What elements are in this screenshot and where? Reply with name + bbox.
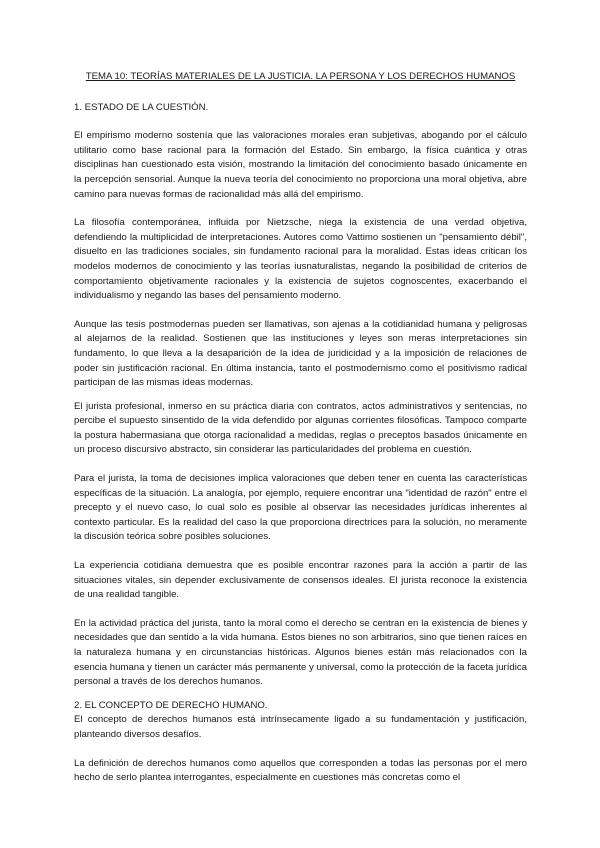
paragraph: En la actividad práctica del jurista, tanto la moral como el derecho se centran en la existencia de bienes y necesidades que dan sentido a la vida humana. Estos bienes no son arbitrarios, sino que tienen raíces en la naturaleza humana y en circunstancias históricas. Algunos bienes están más relacionados con la esencia humana y tienen un carácter más permanente y universal, como la protección de la faceta jurídica personal a través de los derechos humanos.: [74, 617, 527, 688]
paragraph: La filosofía contemporánea, influida por Nietzsche, niega la existencia de una verdad objetiva, defendiendo la multiplicidad de interpretaciones. Autores como Vattimo sostienen un "pensamiento débil", disuelto en las tradiciones sociales, sin fundamento racional para la moralidad. Estas ideas critican los modelos modernos de conocimiento y las teorías iusnaturalistas, negando la posibilidad de criterios de comportamiento objetivamente racionales y la existencia de sujetos cognoscentes, exacerbando el individualismo y negando las bases del pensamiento moderno.: [74, 217, 527, 302]
section-heading-1: 1. ESTADO DE LA CUESTIÓN.: [74, 101, 209, 113]
paragraph: Para el jurista, la toma de decisiones implica valoraciones que deben tener en cuenta las características específicas de la situación. La analogía, por ejemplo, requiere encontrar una "identidad de razón" entre el precepto y el nuevo caso, lo cual solo es posible al observar las necesidades jurídicas inherentes al contexto particular. Es la realidad del caso la que proporciona directrices para la solución, no meramente la discusión teórica sobre posibles soluciones.: [74, 473, 527, 543]
paragraph: El jurista profesional, inmerso en su práctica diaria con contratos, actos administrativos y sentencias, no percibe el supuesto sinsentido de la vida defendido por algunas corrientes filosóficas. Tampoco comparte la postura habermasiana que otorga racionalidad a medidas, reglas o preceptos basados únicamente en un proceso discursivo abstracto, sin considerar las particularidades del problema en cuestión.: [74, 400, 527, 456]
paragraph: La definición de derechos humanos como aquellos que corresponden a todas las personas por el mero hecho de serlo plantea interrogantes, especialmente en cuestiones más concretas como el: [74, 757, 527, 784]
paragraph: El concepto de derechos humanos está intrínsecamente ligado a su fundamentación y justificación, planteando diversos desafíos.: [74, 714, 527, 740]
paragraph: El empirismo moderno sostenía que las valoraciones morales eran subjetivas, abogando por el cálculo utilitario como base racional para la formación del Estado. Sin embargo, la física cuántica y otras disciplinas han cuestionado esta visión, mostrando la limitación del conocimiento basado únicamente en la percepción sensorial. Aunque la nueva teoría del conocimiento no proporciona una moral objetiva, abre camino para nuevas formas de racionalidad más allá del empirismo.: [74, 130, 527, 200]
document-title: TEMA 10: TEORÍAS MATERIALES DE LA JUSTICIA. LA PERSONA Y LOS DERECHOS HUMANOS: [85, 71, 516, 82]
section-heading-2: 2. EL CONCEPTO DE DERECHO HUMANO.: [74, 699, 268, 711]
document-body: [74, 70, 527, 800]
paragraph: La experiencia cotidiana demuestra que es posible encontrar razones para la acción a partir de las situaciones vitales, sin depender exclusivamente de consensos ideales. El jurista reconoce la existencia de una realidad tangible.: [74, 560, 527, 601]
paragraph: Aunque las tesis postmodernas pueden ser llamativas, son ajenas a la cotidianidad humana y peligrosas al alejarnos de la realidad. Sostienen que las instituciones y leyes son meras interpretaciones sin fundamento, lo que lleva a la desaparición de la idea de juridicidad y a la imposición de relaciones de poder sin justificación racional. En última instancia, tanto el postmodernismo como el positivismo radical participan de las mismas ideas modernas.: [74, 318, 527, 389]
